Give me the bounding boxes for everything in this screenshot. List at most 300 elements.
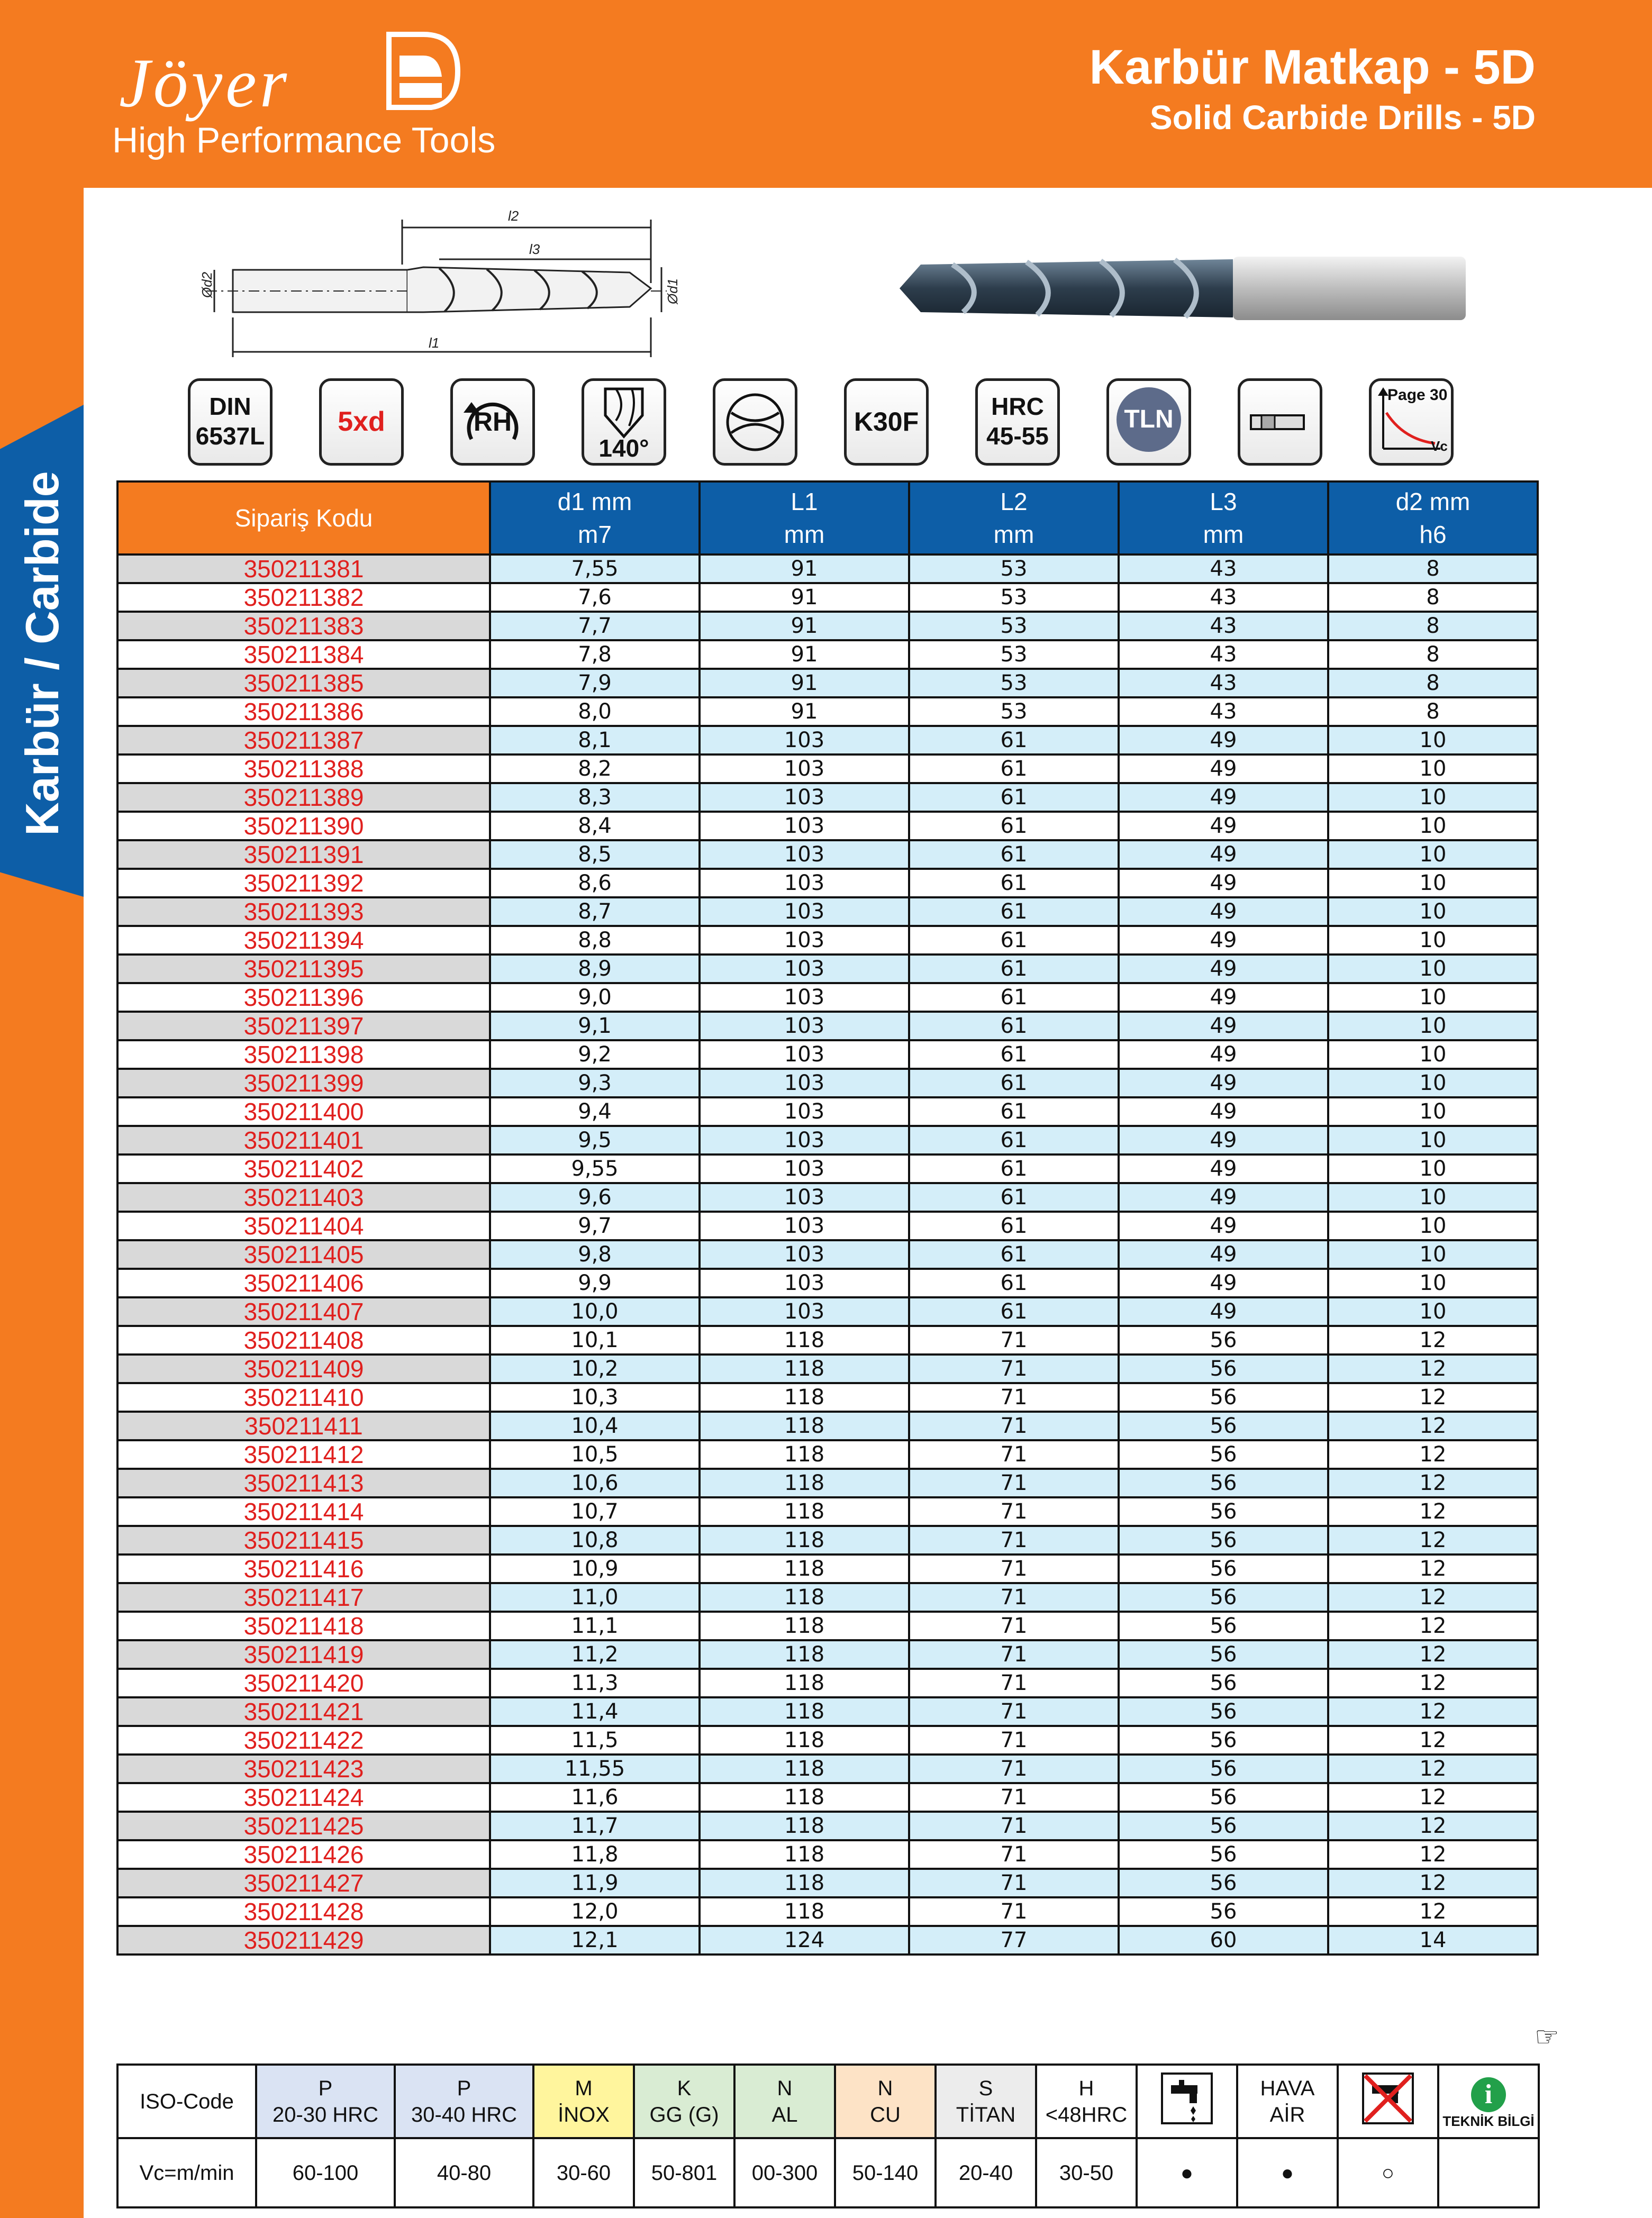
l3-cell: 56: [1119, 1612, 1328, 1640]
order-code-cell: 350211401: [117, 1126, 490, 1155]
l3-cell: 56: [1119, 1726, 1328, 1755]
order-code-cell: 350211402: [117, 1155, 490, 1183]
l2-cell: 53: [909, 554, 1119, 583]
table-row: [117, 1097, 1538, 1126]
l3-cell: 60: [1119, 1926, 1328, 1955]
l3-cell: 43: [1119, 640, 1328, 669]
l2-cell: 61: [909, 840, 1119, 869]
l2-cell: 71: [909, 1326, 1119, 1355]
iso-material-desc: 30-40 HRC: [411, 2103, 518, 2126]
rh-text: RH: [473, 407, 512, 437]
l1-cell: 118: [700, 1755, 909, 1783]
table-row: [117, 1497, 1538, 1526]
label-d1: Ød1: [665, 278, 680, 304]
d1-cell: 8,5: [490, 840, 700, 869]
table-row: [117, 1440, 1538, 1469]
table-row: [117, 1069, 1538, 1097]
d1-cell: 11,6: [490, 1783, 700, 1812]
table-row: [117, 1869, 1538, 1897]
l2-cell: 71: [909, 1640, 1119, 1669]
header-d2-bottom: h6: [1419, 521, 1447, 548]
shank-icon: [1240, 381, 1320, 463]
d2-cell: 14: [1328, 1926, 1538, 1955]
order-code-cell: 350211395: [117, 955, 490, 983]
order-code-cell: 350211419: [117, 1640, 490, 1669]
l1-cell: 103: [700, 926, 909, 955]
order-code-cell: 350211382: [117, 583, 490, 612]
d2-cell: 10: [1328, 1126, 1538, 1155]
l2-cell: 71: [909, 1869, 1119, 1897]
info-empty-cell: [1438, 2138, 1539, 2207]
l3-cell: 43: [1119, 612, 1328, 640]
feature-icons: [188, 378, 1490, 468]
d2-cell: 12: [1328, 1726, 1538, 1755]
l1-cell: 91: [700, 583, 909, 612]
l1-cell: 118: [700, 1469, 909, 1497]
din-top-text: DIN: [209, 393, 251, 420]
table-row: [117, 697, 1538, 726]
d2-cell: 12: [1328, 1869, 1538, 1897]
d1-cell: 10,0: [490, 1297, 700, 1326]
l2-cell: 53: [909, 697, 1119, 726]
l3-cell: 49: [1119, 1269, 1328, 1297]
l3-cell: 56: [1119, 1897, 1328, 1926]
label-l1: l1: [429, 335, 440, 351]
d2-cell: 10: [1328, 755, 1538, 783]
order-code-cell: 350211384: [117, 640, 490, 669]
cutting-speed-label: Vc=m/min: [117, 2138, 256, 2207]
l2-cell: 71: [909, 1583, 1119, 1612]
length-5xd-icon: 5xd: [319, 378, 404, 466]
order-code-cell: 350211420: [117, 1669, 490, 1697]
d1-cell: 10,2: [490, 1355, 700, 1383]
l2-cell: 71: [909, 1440, 1119, 1469]
cutting-data-page-icon: [1369, 378, 1454, 466]
l2-cell: 61: [909, 726, 1119, 755]
l2-cell: 71: [909, 1612, 1119, 1640]
l2-cell: 71: [909, 1555, 1119, 1583]
d2-cell: 8: [1328, 640, 1538, 669]
d2-cell: 10: [1328, 983, 1538, 1012]
d2-cell: 8: [1328, 583, 1538, 612]
iso-material-letter: H: [1078, 2076, 1094, 2100]
d2-cell: 10: [1328, 1240, 1538, 1269]
l1-cell: 103: [700, 726, 909, 755]
order-code-cell: 350211421: [117, 1697, 490, 1726]
d1-cell: 9,55: [490, 1155, 700, 1183]
table-row: [117, 1612, 1538, 1640]
table-row: [117, 1326, 1538, 1355]
d1-cell: 10,3: [490, 1383, 700, 1412]
d1-cell: 11,3: [490, 1669, 700, 1697]
label-l3: l3: [529, 241, 540, 257]
l1-cell: 91: [700, 669, 909, 697]
d1-cell: 8,2: [490, 755, 700, 783]
l2-cell: 61: [909, 1269, 1119, 1297]
l1-cell: 118: [700, 1526, 909, 1555]
d2-cell: 8: [1328, 669, 1538, 697]
l3-cell: 49: [1119, 1212, 1328, 1240]
d2-cell: 12: [1328, 1783, 1538, 1812]
l3-cell: 56: [1119, 1326, 1328, 1355]
l3-cell: 49: [1119, 1012, 1328, 1040]
order-code-cell: 350211411: [117, 1412, 490, 1440]
d1-cell: 8,8: [490, 926, 700, 955]
d1-cell: 9,4: [490, 1097, 700, 1126]
l2-cell: 61: [909, 1012, 1119, 1040]
l1-cell: 103: [700, 1269, 909, 1297]
l1-cell: 118: [700, 1326, 909, 1355]
cutting-speed-value: 00-300: [734, 2138, 835, 2207]
point-angle-icon: [582, 378, 666, 466]
l1-cell: 103: [700, 869, 909, 897]
d2-cell: 12: [1328, 1497, 1538, 1526]
l2-cell: 53: [909, 640, 1119, 669]
cross-section-icon: [713, 378, 797, 466]
l3-cell: 56: [1119, 1555, 1328, 1583]
grade-icon: K30F: [844, 378, 929, 466]
order-code-cell: 350211407: [117, 1297, 490, 1326]
l3-cell: 43: [1119, 554, 1328, 583]
d2-cell: 12: [1328, 1383, 1538, 1412]
l1-cell: 118: [700, 1412, 909, 1440]
air-top-text: HAVA: [1260, 2076, 1315, 2100]
l3-cell: 56: [1119, 1869, 1328, 1897]
l3-cell: 49: [1119, 869, 1328, 897]
cutting-speed-value: 30-60: [533, 2138, 634, 2207]
l1-cell: 118: [700, 1583, 909, 1612]
l1-cell: 103: [700, 840, 909, 869]
iso-material-desc: GG (G): [649, 2103, 719, 2126]
l2-cell: 61: [909, 1297, 1119, 1326]
product-table: [116, 480, 1539, 1956]
header-order-code: Sipariş Kodu: [117, 481, 490, 554]
iso-material-table: [116, 2064, 1540, 2208]
d2-cell: 10: [1328, 812, 1538, 840]
l1-cell: 103: [700, 1240, 909, 1269]
l1-cell: 103: [700, 1126, 909, 1155]
d1-cell: 7,6: [490, 583, 700, 612]
table-row: [117, 1240, 1538, 1269]
order-code-cell: 350211413: [117, 1469, 490, 1497]
table-row: [117, 1669, 1538, 1697]
header-l1-top: L1: [791, 488, 818, 515]
d2-cell: 12: [1328, 1840, 1538, 1869]
l3-cell: 43: [1119, 583, 1328, 612]
l2-cell: 53: [909, 669, 1119, 697]
d2-cell: 10: [1328, 897, 1538, 926]
table-row: [117, 783, 1538, 812]
l2-cell: 71: [909, 1697, 1119, 1726]
d2-cell: 10: [1328, 1155, 1538, 1183]
iso-material-desc: <48HRC: [1045, 2103, 1128, 2126]
table-row: [117, 1212, 1538, 1240]
table-row: [117, 1412, 1538, 1440]
iso-material-letter: P: [457, 2076, 471, 2100]
l2-cell: 61: [909, 1212, 1119, 1240]
header-d1-top: d1 mm: [557, 488, 632, 515]
iso-material-desc: 20-30 HRC: [272, 2103, 379, 2126]
technical-info[interactable]: [1438, 2065, 1539, 2138]
d2-cell: 8: [1328, 612, 1538, 640]
pointing-hand-icon: ☞: [1535, 2022, 1559, 2052]
l3-cell: 49: [1119, 926, 1328, 955]
d2-cell: 12: [1328, 1583, 1538, 1612]
d2-cell: 10: [1328, 1212, 1538, 1240]
l3-cell: 56: [1119, 1783, 1328, 1812]
table-row: [117, 554, 1538, 583]
table-row: [117, 1155, 1538, 1183]
order-code-cell: 350211408: [117, 1326, 490, 1355]
table-row: [117, 840, 1538, 869]
iso-material-1: [395, 2065, 533, 2138]
l1-cell: 118: [700, 1783, 909, 1812]
order-code-cell: 350211422: [117, 1726, 490, 1755]
l1-cell: 103: [700, 783, 909, 812]
order-code-cell: 350211410: [117, 1383, 490, 1412]
order-code-cell: 350211392: [117, 869, 490, 897]
order-code-cell: 350211426: [117, 1840, 490, 1869]
l1-cell: 118: [700, 1383, 909, 1412]
no-coolant-icon: [1338, 2065, 1438, 2138]
l1-cell: 91: [700, 640, 909, 669]
l3-cell: 43: [1119, 697, 1328, 726]
order-code-cell: 350211424: [117, 1783, 490, 1812]
d1-cell: 11,1: [490, 1612, 700, 1640]
iso-material-letter: N: [777, 2076, 793, 2100]
d2-cell: 12: [1328, 1440, 1538, 1469]
l3-cell: 56: [1119, 1840, 1328, 1869]
l2-cell: 61: [909, 983, 1119, 1012]
l2-cell: 53: [909, 612, 1119, 640]
order-code-cell: 350211409: [117, 1355, 490, 1383]
d1-cell: 7,7: [490, 612, 700, 640]
l2-cell: 71: [909, 1669, 1119, 1697]
l3-cell: 56: [1119, 1640, 1328, 1669]
order-code-cell: 350211386: [117, 697, 490, 726]
table-row: [117, 755, 1538, 783]
l1-cell: 118: [700, 1555, 909, 1583]
table-body: [117, 554, 1538, 1955]
l3-cell: 56: [1119, 1812, 1328, 1840]
header-l1-bottom: mm: [784, 521, 825, 548]
l1-cell: 118: [700, 1812, 909, 1840]
d2-cell: 12: [1328, 1469, 1538, 1497]
l1-cell: 103: [700, 1183, 909, 1212]
din-bottom-text: 6537L: [195, 422, 265, 450]
l2-cell: 61: [909, 783, 1119, 812]
l3-cell: 56: [1119, 1497, 1328, 1526]
hrc-top-text: HRC: [991, 393, 1044, 420]
table-row: [117, 1126, 1538, 1155]
l2-cell: 61: [909, 1097, 1119, 1126]
l2-cell: 77: [909, 1926, 1119, 1955]
d2-cell: 10: [1328, 955, 1538, 983]
d1-cell: 10,5: [490, 1440, 700, 1469]
d2-cell: 10: [1328, 1069, 1538, 1097]
l1-cell: 103: [700, 812, 909, 840]
l1-cell: 124: [700, 1926, 909, 1955]
d2-cell: 12: [1328, 1755, 1538, 1783]
l1-cell: 103: [700, 1040, 909, 1069]
order-code-cell: 350211418: [117, 1612, 490, 1640]
d2-cell: 10: [1328, 1040, 1538, 1069]
iso-material-4: [734, 2065, 835, 2138]
cutting-speed-row: [117, 2138, 1539, 2207]
order-code-cell: 350211393: [117, 897, 490, 926]
l1-cell: 91: [700, 697, 909, 726]
brand-name: Jöyer: [119, 44, 291, 122]
table-row: [117, 1040, 1538, 1069]
d1-cell: 9,1: [490, 1012, 700, 1040]
l2-cell: 71: [909, 1755, 1119, 1783]
l3-cell: 49: [1119, 755, 1328, 783]
l3-cell: 56: [1119, 1669, 1328, 1697]
l3-cell: 56: [1119, 1355, 1328, 1383]
table-row: [117, 983, 1538, 1012]
order-code-cell: 350211415: [117, 1526, 490, 1555]
l3-cell: 56: [1119, 1755, 1328, 1783]
order-code-cell: 350211400: [117, 1097, 490, 1126]
order-code-cell: 350211417: [117, 1583, 490, 1612]
d2-cell: 10: [1328, 926, 1538, 955]
l3-cell: 49: [1119, 1126, 1328, 1155]
table-row: [117, 1783, 1538, 1812]
table-row: [117, 1726, 1538, 1755]
l2-cell: 61: [909, 926, 1119, 955]
header-l2-top: L2: [1000, 488, 1028, 515]
l1-cell: 91: [700, 554, 909, 583]
table-row: [117, 955, 1538, 983]
d2-cell: 8: [1328, 554, 1538, 583]
order-code-cell: 350211423: [117, 1755, 490, 1783]
d1-cell: 10,9: [490, 1555, 700, 1583]
iso-material-6: [936, 2065, 1036, 2138]
drill-tip-icon: [584, 384, 664, 442]
header-d2: [1328, 481, 1538, 554]
table-row: [117, 583, 1538, 612]
table-row: [117, 1583, 1538, 1612]
d1-cell: 8,0: [490, 697, 700, 726]
l2-cell: 71: [909, 1726, 1119, 1755]
hrc-bottom-text: 45-55: [986, 422, 1049, 450]
l2-cell: 61: [909, 1183, 1119, 1212]
coating-icon: [1106, 378, 1191, 466]
order-code-cell: 350211396: [117, 983, 490, 1012]
l1-cell: 103: [700, 1212, 909, 1240]
d1-cell: 11,8: [490, 1840, 700, 1869]
l2-cell: 71: [909, 1812, 1119, 1840]
d1-cell: 11,7: [490, 1812, 700, 1840]
d1-cell: 7,8: [490, 640, 700, 669]
order-code-cell: 350211391: [117, 840, 490, 869]
l2-cell: 61: [909, 869, 1119, 897]
d2-cell: 12: [1328, 1355, 1538, 1383]
title-english: Solid Carbide Drills - 5D: [1149, 98, 1536, 137]
table-row: [117, 1012, 1538, 1040]
order-code-cell: 350211397: [117, 1012, 490, 1040]
d1-cell: 12,1: [490, 1926, 700, 1955]
l1-cell: 103: [700, 1297, 909, 1326]
table-row: [117, 1755, 1538, 1783]
d1-cell: 9,5: [490, 1126, 700, 1155]
d1-cell: 8,3: [490, 783, 700, 812]
l3-cell: 49: [1119, 955, 1328, 983]
header-l3: [1119, 481, 1328, 554]
table-row: [117, 1812, 1538, 1840]
table-row: [117, 926, 1538, 955]
l2-cell: 71: [909, 1526, 1119, 1555]
d2-cell: 10: [1328, 1012, 1538, 1040]
coolant-indicator: ●: [1137, 2138, 1237, 2207]
table-row: [117, 1269, 1538, 1297]
l2-cell: 61: [909, 812, 1119, 840]
d1-cell: 11,4: [490, 1697, 700, 1726]
order-code-cell: 350211412: [117, 1440, 490, 1469]
l2-cell: 61: [909, 1069, 1119, 1097]
table-row: [117, 1897, 1538, 1926]
d2-cell: 10: [1328, 840, 1538, 869]
l3-cell: 49: [1119, 1097, 1328, 1126]
l3-cell: 56: [1119, 1469, 1328, 1497]
d2-cell: 12: [1328, 1897, 1538, 1926]
d1-cell: 8,1: [490, 726, 700, 755]
d1-cell: 8,6: [490, 869, 700, 897]
d1-cell: 11,2: [490, 1640, 700, 1669]
iso-material-0: [256, 2065, 395, 2138]
order-code-cell: 350211388: [117, 755, 490, 783]
l3-cell: 49: [1119, 1297, 1328, 1326]
l2-cell: 61: [909, 955, 1119, 983]
d1-cell: 11,5: [490, 1726, 700, 1755]
l3-cell: 56: [1119, 1440, 1328, 1469]
coolant-tap-icon: [1137, 2065, 1237, 2138]
iso-code-row: [117, 2065, 1539, 2138]
order-code-cell: 350211394: [117, 926, 490, 955]
iso-material-5: [835, 2065, 936, 2138]
info-icon: i: [1471, 2077, 1506, 2112]
l2-cell: 61: [909, 1240, 1119, 1269]
header-l3-top: L3: [1210, 488, 1237, 515]
order-code-cell: 350211404: [117, 1212, 490, 1240]
cutting-speed-value: 20-40: [936, 2138, 1036, 2207]
l3-cell: 56: [1119, 1526, 1328, 1555]
info-text: TEKNİK BİLGİ: [1442, 2113, 1535, 2129]
d1-cell: 8,7: [490, 897, 700, 926]
d1-cell: 12,0: [490, 1897, 700, 1926]
order-code-cell: 350211389: [117, 783, 490, 812]
l2-cell: 53: [909, 583, 1119, 612]
l2-cell: 71: [909, 1897, 1119, 1926]
order-code-cell: 350211406: [117, 1269, 490, 1297]
table-row: [117, 669, 1538, 697]
l1-cell: 103: [700, 1012, 909, 1040]
l2-cell: 61: [909, 897, 1119, 926]
shank-type-icon: [1238, 378, 1322, 466]
d1-cell: 9,0: [490, 983, 700, 1012]
order-code-cell: 350211414: [117, 1497, 490, 1526]
l1-cell: 118: [700, 1726, 909, 1755]
d1-cell: 7,9: [490, 669, 700, 697]
label-d2: Ød2: [199, 271, 215, 298]
table-row: [117, 1526, 1538, 1555]
l3-cell: 56: [1119, 1383, 1328, 1412]
order-code-cell: 350211399: [117, 1069, 490, 1097]
table-row: [117, 1697, 1538, 1726]
l3-cell: 43: [1119, 669, 1328, 697]
l2-cell: 71: [909, 1783, 1119, 1812]
l1-cell: 103: [700, 955, 909, 983]
